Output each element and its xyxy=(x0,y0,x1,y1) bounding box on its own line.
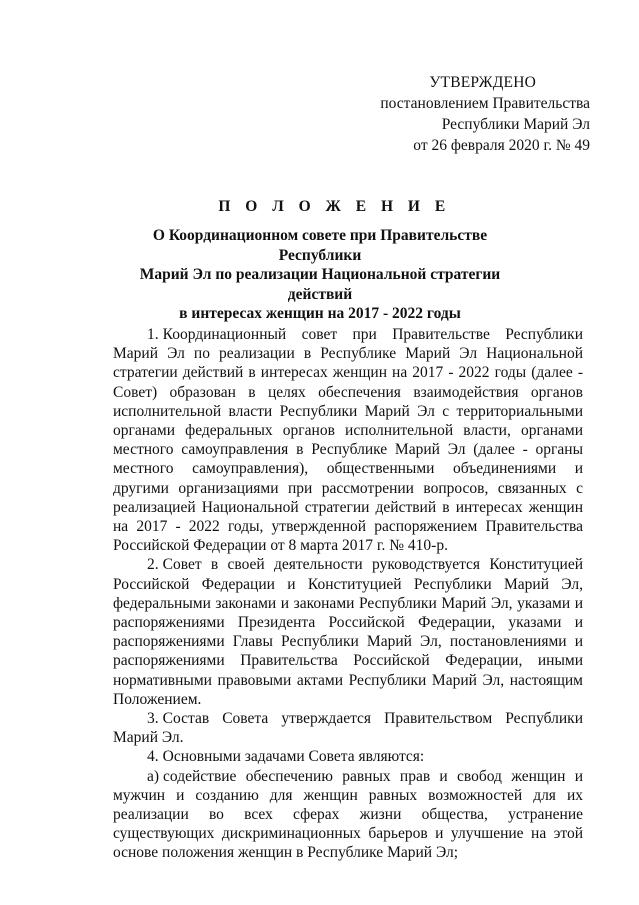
approval-block xyxy=(330,72,590,156)
document-title: П О Л О Ж Е Н И Е xyxy=(218,198,451,215)
paragraph-number: 4. xyxy=(147,748,159,766)
approval-date-line: от 26 февраля 2020 г. № 49 xyxy=(413,137,590,154)
paragraph-number: 1. xyxy=(147,326,159,343)
paragraph-text: Совет в своей деятельности руководствуется Конституцией Российской Федерации и Конституцией Республики Марий Эл, федеральными законами и законами Республики Марий Эл, указами и распоряжениями Президента Российской Федерации, указами и распоряжениями Главы Республики Марий Эл, постановлениями и распоряжениями Правительства Российской Федерации, иными нормативными правовыми актами Республики Марий Эл, настоящим Положением. xyxy=(113,556,583,708)
document-body xyxy=(113,325,583,863)
paragraph-4 xyxy=(113,747,583,766)
paragraph-text: Основными задачами Совета являются: xyxy=(162,748,425,766)
subtitle-line-3: в интересах женщин на 2017 - 2022 годы xyxy=(179,305,461,322)
paragraph-text: содействие обеспечению равных прав и свобод женщин и мужчин и созданию для женщин равных возможностей для их реализации во всех сферах жизни общества, устранение существующих дискриминационных барьеров и улучшение на этой основе положения женщин в Республике Марий Эл; xyxy=(113,767,583,862)
paragraph-4a xyxy=(113,767,583,863)
approval-line-1: постановлением Правительства xyxy=(380,95,590,112)
paragraph-text: Координационный совет при Правительстве Республики Марий Эл по реализации в Республике Марий Эл Национальной стратегии действий в интересах женщин на 2017 - 2022 годы (далее - Совет) образован в целях обеспечения взаимодействия органов исполнительной власти Республики Марий Эл с территориальными органами федеральных органов исполнительной власти, органами местного самоуправления в Республике Марий Эл (далее - органы местного самоуправления), общественными объединениями и другими организациями при рассмотрении вопросов, связанных с реализацией Национальной стратегии действий в интересах женщин на 2017 - 2022 годы, утвержденной распоряжением Правительства Российской Федерации от 8 марта 2017 г. № 410-р. xyxy=(113,326,583,555)
paragraph-text: Состав Совета утверждается Правительством Республики Марий Эл. xyxy=(113,710,583,747)
paragraph-number: 2. xyxy=(147,556,159,574)
paragraph-3 xyxy=(113,709,583,747)
subtitle-line-1: О Координационном совете при Правительстве Республики xyxy=(152,227,488,264)
paragraph-1 xyxy=(113,325,583,555)
paragraph-2 xyxy=(113,555,583,709)
subtitle-line-2: Марий Эл по реализации Национальной стратегии действий xyxy=(139,266,501,303)
paragraph-number: 3. xyxy=(147,710,159,728)
approval-line-2: Республики Марий Эл xyxy=(441,116,590,133)
approval-heading: УТВЕРЖДЕНО xyxy=(429,74,536,91)
document-subtitle xyxy=(110,226,530,324)
paragraph-number: а) xyxy=(147,767,160,785)
